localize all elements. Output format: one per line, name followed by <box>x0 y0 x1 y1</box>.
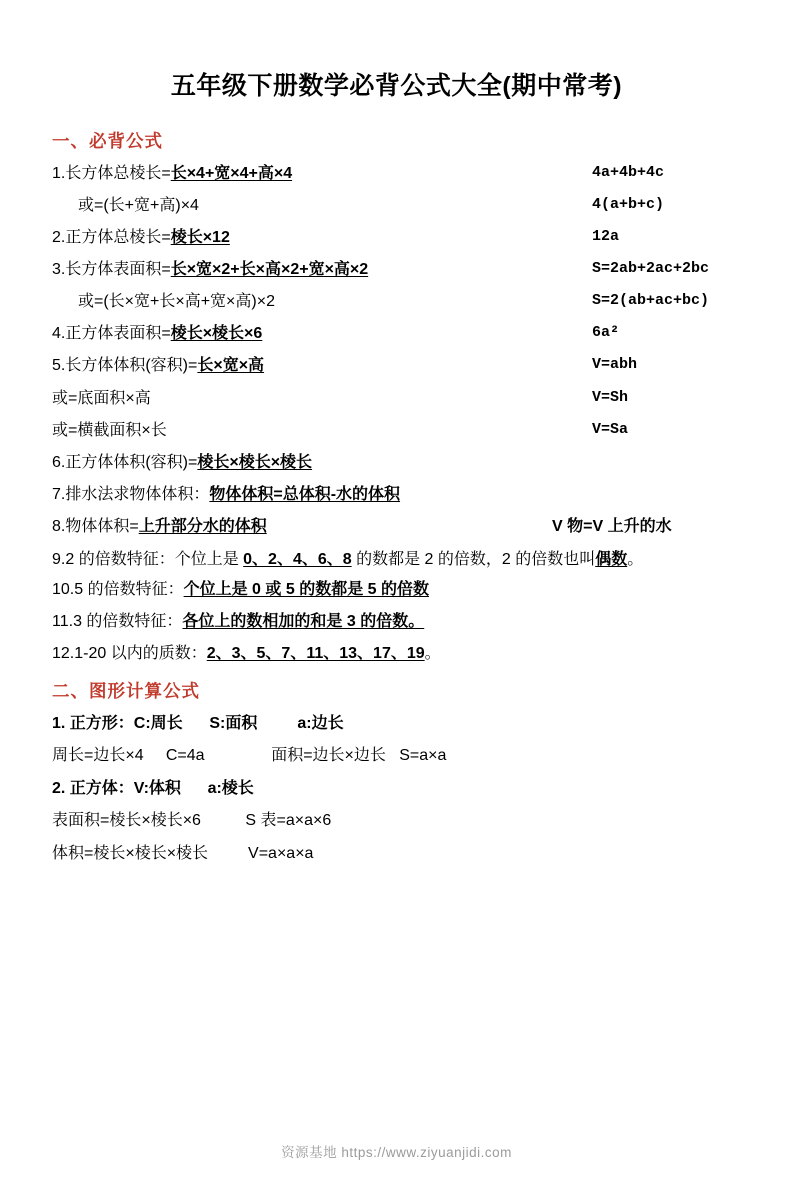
formula-row <box>52 388 741 410</box>
formula-lead: 或=横截面积×长 <box>52 421 167 439</box>
formula-row <box>52 291 741 313</box>
formula-row <box>52 195 741 217</box>
formula-row <box>52 355 741 377</box>
section-heading-1: 一、必背公式 <box>52 131 163 151</box>
formula-number: 9. <box>52 550 66 568</box>
formula-symbolic: V=Sh <box>592 388 629 406</box>
formula-number: 12. <box>52 644 75 662</box>
geometry-row: 表面积=棱长×棱长×6 S 表=a×a×6 <box>52 812 332 830</box>
paragraph-part: 5 的倍数特征： <box>74 580 184 598</box>
page-title: 五年级下册数学必背公式大全(期中常考) <box>170 72 623 100</box>
formula-lead: 或=底面积×高 <box>52 389 151 407</box>
formula-emphasis: 棱长×棱长×棱长 <box>197 453 313 471</box>
formula-number: 5. <box>52 357 66 375</box>
formula-number: 3. <box>52 261 66 279</box>
formula-row <box>52 484 741 506</box>
formula-paragraph <box>52 578 741 602</box>
paragraph-part: 。 <box>424 644 441 662</box>
formula-lead: 排水法求物体体积： <box>65 485 210 503</box>
formula-lead: 或=(长×宽+长×高+宽×高)×2 <box>78 293 275 311</box>
formula-symbolic: V=Sa <box>592 420 629 438</box>
formula-number: 6. <box>52 453 66 471</box>
formula-symbolic: S=2ab+2ac+2bc <box>592 260 710 278</box>
formula-number: 10. <box>52 580 75 598</box>
formula-symbolic: 4a+4b+4c <box>592 164 665 181</box>
formula-list <box>52 163 741 666</box>
formula-symbolic: V=abh <box>592 356 638 374</box>
formula-emphasis: 上升部分水的体积 <box>138 517 267 535</box>
formula-row <box>52 163 741 185</box>
formula-lead: 长方体表面积= <box>65 261 171 279</box>
formula-emphasis: 长×4+宽×4+高×4 <box>170 165 293 182</box>
formula-number: 1. <box>52 165 66 182</box>
paragraph-part: 2 的倍数特征：个位上是 <box>65 550 244 568</box>
paragraph-part-emphasis: 个位上是 0 或 5 的数都是 5 的倍数 <box>183 580 429 598</box>
formula-number: 8. <box>52 517 66 535</box>
formula-paragraph <box>52 610 741 634</box>
section-heading-2: 二、图形计算公式 <box>52 680 200 701</box>
geometry-list <box>52 713 741 865</box>
formula-lead: 正方体总棱长= <box>65 229 171 247</box>
formula-number: 4. <box>52 325 66 343</box>
geometry-head: 1. 正方形：C:周长 S:面积 a:边长 <box>52 714 344 732</box>
formula-number: 7. <box>52 485 66 503</box>
formula-symbolic: 12a <box>592 228 620 246</box>
formula-emphasis: 棱长×12 <box>170 229 230 247</box>
formula-row <box>52 227 741 249</box>
formula-lead: 正方体体积(容积)= <box>65 453 198 471</box>
geometry-row: 体积=棱长×棱长×棱长 V=a×a×a <box>52 844 314 862</box>
formula-row <box>52 452 741 474</box>
paragraph-part-emphasis: 2、3、5、7、11、13、17、19 <box>206 644 425 662</box>
paragraph-part: 3 的倍数特征： <box>73 612 183 630</box>
formula-symbolic: 6a² <box>592 324 620 342</box>
formula-number: 2. <box>52 229 66 247</box>
formula-lead: 或=(长+宽+高)×4 <box>78 197 199 215</box>
formula-paragraph <box>52 642 741 666</box>
geometry-head: 2. 正方体：V:体积 a:棱长 <box>52 779 254 797</box>
formula-emphasis: 物体体积=总体积-水的体积 <box>209 485 401 503</box>
formula-row <box>52 259 741 281</box>
footer-watermark: 资源基地 https://www.ziyuanjidi.com <box>281 1145 512 1160</box>
formula-lead: 物体体积= <box>65 517 139 535</box>
formula-emphasis: 长×宽×2+长×高×2+宽×高×2 <box>170 261 369 279</box>
paragraph-part: 1-20 以内的质数： <box>74 644 207 662</box>
paragraph-part-emphasis: 0、2、4、6、8 <box>243 550 352 568</box>
paragraph-part: 的数都是 2 的倍数，2 的倍数也叫 <box>351 550 596 568</box>
formula-emphasis: 长×宽×高 <box>197 357 265 375</box>
document-page <box>0 66 793 1187</box>
paragraph-part-emphasis: 偶数 <box>595 550 628 568</box>
formula-lead: 正方体表面积= <box>65 325 171 343</box>
formula-number: 11. <box>52 612 74 630</box>
paragraph-part: 。 <box>627 550 644 568</box>
paragraph-part-emphasis: 各位上的数相加的和是 3 的倍数。 <box>182 612 425 630</box>
formula-emphasis: 棱长×棱长×6 <box>170 325 263 343</box>
formula-symbolic: 4(a+b+c) <box>592 196 665 214</box>
formula-row <box>52 323 741 345</box>
formula-row <box>52 516 741 538</box>
formula-paragraph <box>52 548 741 572</box>
formula-lead: 长方体体积(容积)= <box>65 357 198 375</box>
formula-symbolic: V 物=V 上升的水 <box>552 517 672 535</box>
formula-row <box>52 420 741 442</box>
geometry-row: 周长=边长×4 C=4a 面积=边长×边长 S=a×a <box>52 747 447 765</box>
formula-lead: 长方体总棱长= <box>65 165 171 182</box>
formula-symbolic: S=2(ab+ac+bc) <box>592 292 710 310</box>
